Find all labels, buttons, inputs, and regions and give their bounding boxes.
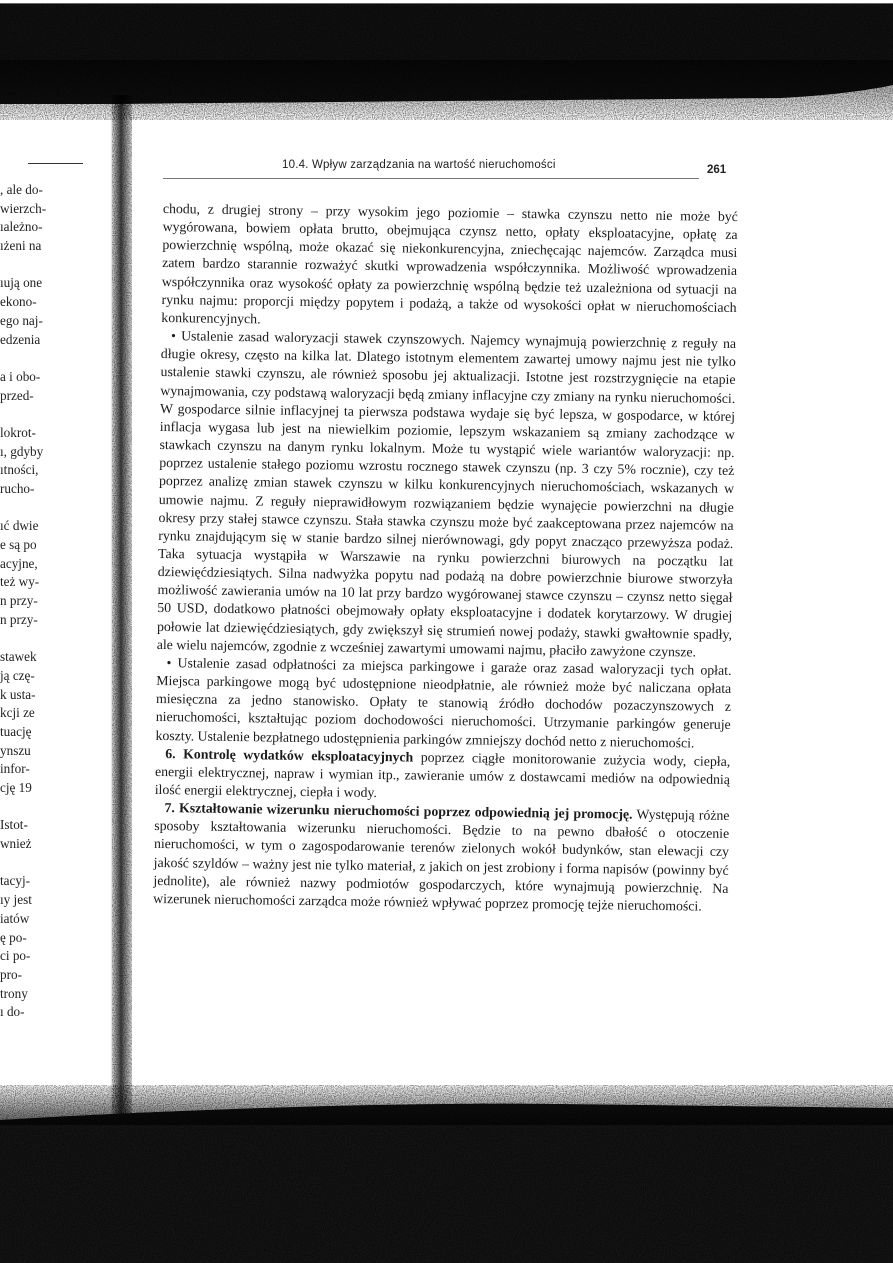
margin-fragment: iatów <box>0 910 30 926</box>
margin-fragment <box>0 349 118 368</box>
margin-fragment: , ale do- <box>0 182 43 197</box>
paragraph-parking: • Ustalenie zasad odpłatności za miejsca parkingowe i garaże oraz zasad waloryzacji tych opłat. Miejsca parkingowe mogą być udostępnione nieodpłatnie, ale również może być naliczana opłata miesięczna za jedno stanowisko. Opłaty te stanowią źródło dochodów pozaczynszowych z nieruchomości, kształtując poziom dochodowości nieruchomości. Utrzymanie parkingów generuje koszty. Ustalenie bezpłatnego udostępnienia parkingów zmniejszy dochód netto z nieruchomości. <box>155 655 732 751</box>
margin-fragment: lokrot- <box>0 424 36 440</box>
margin-fragment: trony <box>0 985 28 1001</box>
paragraph-waloryzacja: • Ustalenie zasad waloryzacji stawek czynszowych. Najemcy wynajmują powierzchnię z reguły na długie okresy, często na kilka lat. Dlatego istotnym elementem zawartej umowy najmu jest nie tylko ustalenie stawki czynszu, ale również sposobu jej aktualizacji. Istotne jest rozstrzygnięcie na etapie wynajmowania, czy podstawą waloryzacji będą zmiany inflacyjne czy zmiany na rynku nieruchomości. W gospodarce silnie inflacyjnej ta pierwsza podstawa wydaje się być lepsza, w gospodarce, w której inflacja wygasa lub jest na niewielkim poziomie, lepszym wskazaniem są zmiany zachodzące w stawkach czynszu na danym rynku lokalnym. Może tu wystąpić wiele wariantów waloryzacji: np. poprzez ustalenie stałego poziomu wzrostu rocznego stawek czynszu (np. 3 czy 5% rocznie), czy też poprzez analizę zmian stawek czynszu w kilku konkurencyjnych nieruchomościach, wskazanych w umowie najmu. Z reguły nieprawidłowym rozwiązaniem będzie wynajęcie powierzchni na długie okresy przy stałej stawce czynszu. Stała stawka czynszu może być zaakceptowana przez najemców na rynku znajdującym się w stanie bardzo silnej nierównowagi, gdy popyt znacząco przewyższa podaż. Taka sytuacja wystąpiła w Warszawie na rynku powierzchni biurowych na początku lat dziewięćdziesiątych. Silna nadwyżka popytu nad podażą na dobre powierzchnie biurowe stworzyła możliwość zawierania umów na 10 lat przy bardzo wygórowanej stawce czynszu – czynsz netto sięgał 50 USD, dodatkowo płatności obejmowały opłaty eksploatacyjne i dodatek korytarzowy. W drugiej połowie lat dziewięćdziesiątych, gdy zwiększył się strumień nowej podaży, stawki gwałtownie spadły, ale wielu najemców, zgodnie z wcześniej zawartymi umowami najmu, płaciło zawyżone czynsze. <box>156 328 737 660</box>
margin-fragment: ci po- <box>0 948 31 964</box>
margin-fragment: rucho- <box>0 481 35 496</box>
margin-fragment: tacyj- <box>0 873 31 889</box>
margin-fragment: ekono- <box>0 294 37 310</box>
paragraph-wydatki-text: poprzez ciągłe monitorowanie zużycia wody, ciepła, energii elektrycznej, napraw i wymian itp., zawieranie umów z dostawcami mediów na odpowiednią ilość energii elektrycznej, ciepła i wody. <box>154 749 731 801</box>
margin-fragment <box>0 499 118 518</box>
margin-fragment: pro- <box>0 966 22 982</box>
paragraph-wizerunek <box>153 799 729 916</box>
paragraph-continuation: chodu, z drugiej strony – przy wysokim jego poziomie – stawka czynszu netto nie może być wygórowana, bowiem opłata brutto, obejmująca czynsz netto, opłaty eksploatacyjne, opłatę za powierzchnię wspólną, może okazać się niekonkurencyjna, zniechęcając najemców. Zarządca musi zatem bardzo starannie rozważyć skutki wprowadzenia współczynnika. Możliwość wprowadzenia współczynnika oraz wysokość opłaty za powierzchnię wspólną będzie też uzależniona od sytuacji na rynku najmu: proporcji między popytem i podażą, a także od wysokości opłat w nieruchomościach konkurencyjnych. <box>161 200 738 327</box>
margin-fragment: ıy jest <box>0 892 32 908</box>
margin-fragment: kcji ze <box>0 705 35 721</box>
running-head: 10.4. Wpływ zarządzania na wartość nieruchomości <box>282 159 556 171</box>
page-number: 261 <box>707 164 727 176</box>
paragraph-wydatki <box>155 745 731 807</box>
margin-fragment: wierzch- <box>0 200 47 216</box>
body-text <box>153 200 738 916</box>
margin-fragment: ı, gdyby <box>0 443 44 459</box>
margin-fragment: też wy- <box>0 574 40 590</box>
paragraph-wizerunek-text: Występują różne sposoby kształtowania wizerunku nieruchomości. Będzie to na pewno dbałość o otoczenie nieruchomości, w tym o zagospodarowanie terenów zielonych wokół budynków, stan elewacji czy jakość szyldów – ważny jest nie tylko materiał, z jakich on jest zrobiony i forma napisów (powinny być jednolite), ale również nazwy podmiotów gospodarczych, które wynajmują powierzchnię. Na wizerunek nieruchomości zarządca może również wpływać poprzez promocję tejże nieruchomości. <box>153 806 730 914</box>
heading-wizerunek: 7. Kształtowanie wizerunku nieruchomości poprzez odpowiednią jej promocję. <box>164 800 633 822</box>
margin-fragment <box>0 256 118 275</box>
left-page-fragments <box>0 181 118 1022</box>
margin-fragment: e są po <box>0 537 37 553</box>
margin-fragment: ıć dwie <box>0 518 39 534</box>
margin-fragment <box>0 405 118 424</box>
margin-fragment: ıtności, <box>0 462 39 478</box>
margin-fragment: stawek <box>0 649 37 665</box>
margin-fragment: acyjne, <box>0 555 38 571</box>
margin-fragment <box>0 798 118 817</box>
margin-fragment: a i obo- <box>0 368 41 384</box>
margin-fragment: infor- <box>0 761 30 777</box>
margin-fragment: cję 19 <box>0 780 32 795</box>
margin-fragment: wnież <box>0 836 32 852</box>
margin-fragment: ıżeni na <box>0 238 42 254</box>
margin-fragment: ynszu <box>0 742 31 758</box>
margin-fragment <box>0 854 118 873</box>
margin-fragment <box>0 630 118 649</box>
margin-fragment: ego naj- <box>0 312 43 328</box>
margin-fragment: n przy- <box>0 593 38 609</box>
margin-fragment: ıują one <box>0 275 43 291</box>
margin-fragment: k usta- <box>0 686 36 702</box>
margin-fragment: n przy- <box>0 611 38 627</box>
margin-fragment: Istot- <box>0 817 28 833</box>
margin-fragment: ı do- <box>0 1004 25 1020</box>
heading-kontrola: 6. Kontrolę wydatków eksploatacyjnych <box>165 745 414 765</box>
margin-fragment: przed- <box>0 387 34 403</box>
margin-fragment: tuację <box>0 723 32 739</box>
margin-fragment: edzenia <box>0 331 41 347</box>
margin-fragment: ją czę- <box>0 667 35 683</box>
margin-fragment: ıależno- <box>0 219 43 235</box>
margin-fragment: ę po- <box>0 929 27 945</box>
header-rule <box>163 178 699 179</box>
